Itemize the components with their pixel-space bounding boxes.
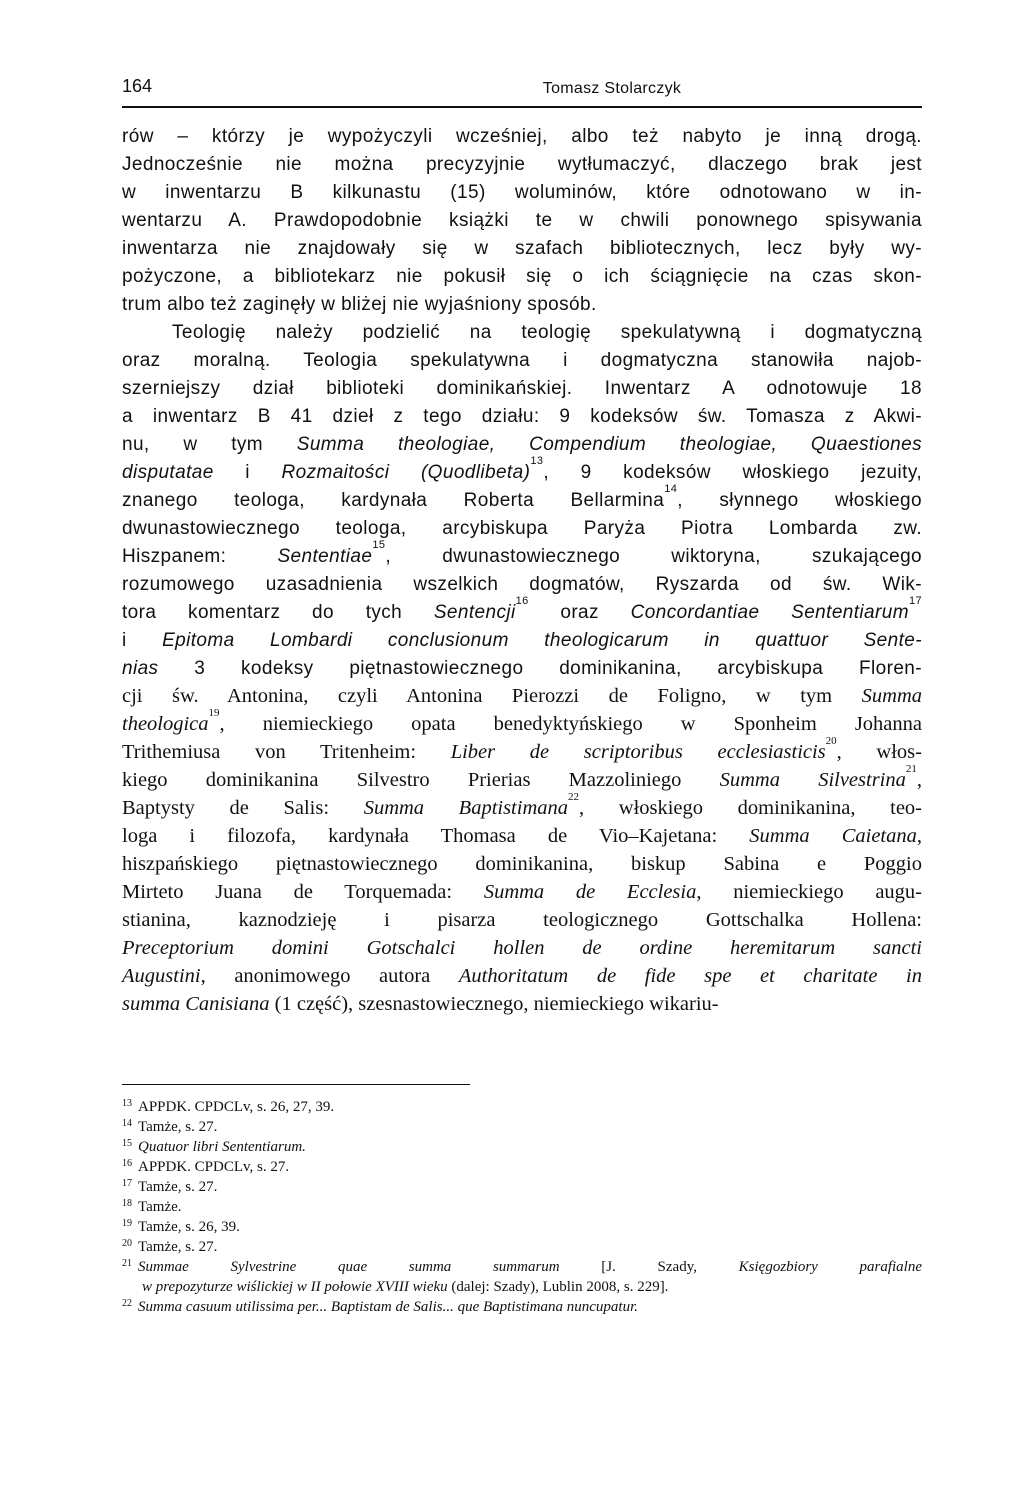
italic-title: Preceptorium domini Gotschalci hollen de ordine heremitarum sancti xyxy=(122,937,922,959)
footnote xyxy=(122,1197,922,1217)
text-line: theologica$^{19}$, niemieckiego opata benedyktyńskiego w Sponheim Johanna xyxy=(122,707,922,735)
footnote-text: Summae Sylvestrine quae summa summarum [J. Szady, Księgozbiory parafialne xyxy=(138,1259,922,1275)
text-line: trum albo też zaginęły w bliżej nie wyjaśniony sposób. xyxy=(122,294,597,315)
footnote-ref[interactable]: 14 xyxy=(664,483,678,495)
italic-title: summa Canisiana xyxy=(122,993,270,1015)
text-line: oraz moralną. Teologia spekulatywna i dogmatyczna stanowiła najob- xyxy=(122,350,922,371)
footnote-number: 20 xyxy=(122,1238,132,1249)
footnote-text: APPDK. CPDCLv, s. 27. xyxy=(138,1159,290,1175)
footnote-ref[interactable]: 21 xyxy=(905,763,917,775)
text-line: i Epitoma Lombardi conclusionum theologicarum in quattuor Sente- xyxy=(122,630,922,651)
italic-title: Liber de scriptoribus ecclesiasticis xyxy=(450,741,826,763)
footnote-ref[interactable]: 15 xyxy=(372,539,386,551)
footnote-number: 13 xyxy=(122,1098,132,1109)
footnote-separator xyxy=(122,1084,470,1085)
text-line: rów – którzy je wypożyczyli wcześniej, albo też nabyto je inną drogą. xyxy=(122,126,922,147)
footnote xyxy=(122,1117,922,1137)
italic-title: Sententiae xyxy=(277,546,373,567)
footnote-ref[interactable]: 17 xyxy=(908,595,922,607)
text-line: znanego teologa, kardynała Roberta Bellarmina$^{14}$, słynnego włoskiego xyxy=(122,483,922,511)
text-line: nias 3 kodeksy piętnastowiecznego dominikanina, arcybiskupa Floren- xyxy=(122,658,922,679)
footnote-ref[interactable]: 16 xyxy=(515,595,529,607)
text-line: kiego dominikanina Silvestro Prierias Mazzoliniego Summa Silvestrina$^{21}$, xyxy=(122,763,923,791)
footnote xyxy=(122,1257,922,1277)
text-line: pożyczone, a bibliotekarz nie pokusił się o ich ściągnięcie na czas skon- xyxy=(122,266,922,287)
footnote-text: w prepozyturze wiślickiej w II połowie XVIII wieku (dalej: Szady), Lublin 2008, s. 229]. xyxy=(142,1279,669,1295)
italic-title: Concordantiae Sententiarum xyxy=(630,602,909,623)
footnote-number: 16 xyxy=(122,1158,132,1169)
text-line: nu, w tym Summa theologiae, Compendium theologiae, Quaestiones xyxy=(122,434,922,455)
italic-title: Summa xyxy=(861,685,922,707)
text-line: inwentarza nie znajdowały się w szafach bibliotecznych, lecz były wy- xyxy=(122,238,922,259)
text-line: szerniejszy dział biblioteki dominikańskiej. Inwentarz A odnotowuje 18 xyxy=(122,378,922,399)
footnote-ref[interactable]: 19 xyxy=(208,707,220,719)
footnote xyxy=(122,1137,922,1157)
footnote xyxy=(122,1157,922,1177)
footnotes xyxy=(122,1097,922,1317)
footnote xyxy=(122,1217,922,1237)
footnote-text: Summa casuum utilissima per... Baptistam de Salis... que Baptistimana nuncupatur. xyxy=(138,1299,638,1315)
footnote-text: Tamże, s. 26, 39. xyxy=(138,1219,240,1235)
text-line: disputatae i Rozmaitości (Quodlibeta)$^{13}$, 9 kodeksów włoskiego jezuity, xyxy=(122,455,922,483)
page-number: 164 xyxy=(122,76,153,96)
footnote xyxy=(122,1277,922,1297)
page-header xyxy=(122,76,922,108)
text-line: stianina, kaznodzieję i pisarza teologicznego Gottschalka Hollena: xyxy=(122,909,922,931)
footnote-number: 17 xyxy=(122,1178,132,1189)
footnote-number: 19 xyxy=(122,1218,132,1229)
italic-title: Summa Caietana xyxy=(749,825,917,847)
footnote-number: 21 xyxy=(122,1258,132,1269)
running-head: Tomasz Stolarczyk xyxy=(542,80,682,97)
text-line: Trithemiusa von Tritenheim: Liber de scriptoribus ecclesiasticis$^{20}$, włos- xyxy=(122,735,922,763)
footnote xyxy=(122,1177,922,1197)
text-line: tora komentarz do tych Sentencji$^{16}$ oraz Concordantiae Sententiarum$^{17}$ xyxy=(122,595,922,623)
footnote-text: Tamże, s. 27. xyxy=(138,1119,218,1135)
footnote-text: APPDK. CPDCLv, s. 26, 27, 39. xyxy=(138,1099,335,1115)
italic-title: Rozmaitości (Quodlibeta) xyxy=(281,462,531,483)
text-line: Jednocześnie nie można precyzyjnie wytłumaczyć, dlaczego brak jest xyxy=(122,154,922,175)
text-line: Baptysty de Salis: Summa Baptistimana$^{22}$, włoskiego dominikanina, teo- xyxy=(122,791,923,819)
text-line: summa Canisiana (1 część), szesnastowiecznego, niemieckiego wikariu- xyxy=(122,993,719,1015)
footnote-text: Tamże. xyxy=(138,1199,182,1215)
italic-title: Summa de Ecclesia xyxy=(483,881,697,903)
italic-title: Summa Silvestrina xyxy=(719,769,906,791)
text-line: dwunastowiecznego teologa, arcybiskupa Paryża Piotra Lombarda zw. xyxy=(122,518,922,539)
italic-title: Authoritatum de fide spe et charitate in xyxy=(458,965,922,987)
footnote xyxy=(122,1237,922,1257)
footnote-ref[interactable]: 13 xyxy=(530,455,544,467)
text-line: wentarzu A. Prawdopodobnie książki te w chwili ponownego spisywania xyxy=(122,210,922,231)
italic-title: nias xyxy=(122,658,159,679)
italic-title: disputatae xyxy=(122,462,214,483)
italic-title: Sentencji xyxy=(433,602,516,623)
italic-title: Augustini xyxy=(122,965,201,987)
text-line: Augustini, anonimowego autora Authoritatum de fide spe et charitate in xyxy=(122,965,922,987)
footnote-text: Quatuor libri Sententiarum. xyxy=(138,1139,306,1155)
footnote-number: 14 xyxy=(122,1118,132,1129)
footnote xyxy=(122,1097,922,1117)
body-text xyxy=(122,122,922,1018)
footnote xyxy=(122,1297,922,1317)
footnote-ref[interactable]: 20 xyxy=(825,735,837,747)
text-line: rozumowego uzasadnienia wszelkich dogmatów, Ryszarda od św. Wik- xyxy=(122,574,922,595)
text-line xyxy=(122,934,922,962)
footnote-number: 15 xyxy=(122,1138,132,1149)
footnote-number: 18 xyxy=(122,1198,132,1209)
italic-title: theologica xyxy=(122,713,209,735)
italic-title: Summa theologiae, Compendium theologiae, Quaestiones xyxy=(296,434,922,455)
text-line: cji św. Antonina, czyli Antonina Pierozzi de Foligno, w tym Summa xyxy=(122,685,922,707)
italic-title: Summa Baptistimana xyxy=(363,797,569,819)
text-line: Teologię należy podzielić na teologię spekulatywną i dogmatyczną xyxy=(172,322,922,343)
text-line: Mirteto Juana de Torquemada: Summa de Ecclesia, niemieckiego augu- xyxy=(122,881,923,903)
text-line: hiszpańskiego piętnastowiecznego dominikanina, biskup Sabina e Poggio xyxy=(122,853,922,875)
footnote-ref[interactable]: 22 xyxy=(568,791,580,803)
footnote-number: 22 xyxy=(122,1298,132,1309)
text-line: w inwentarzu B kilkunastu (15) woluminów, które odnotowano w in- xyxy=(122,182,922,203)
italic-title: Epitoma Lombardi conclusionum theologicarum in quattuor Sente- xyxy=(162,630,922,651)
text-line: Hiszpanem: Sententiae$^{15}$, dwunastowiecznego wiktoryna, szukającego xyxy=(122,539,922,567)
text-line: loga i filozofa, kardynała Thomasa de Vio–Kajetana: Summa Caietana, xyxy=(122,825,923,847)
footnote-text: Tamże, s. 27. xyxy=(138,1239,218,1255)
footnote-text: Tamże, s. 27. xyxy=(138,1179,218,1195)
text-line: a inwentarz B 41 dzieł z tego działu: 9 kodeksów św. Tomasza z Akwi- xyxy=(122,406,922,427)
